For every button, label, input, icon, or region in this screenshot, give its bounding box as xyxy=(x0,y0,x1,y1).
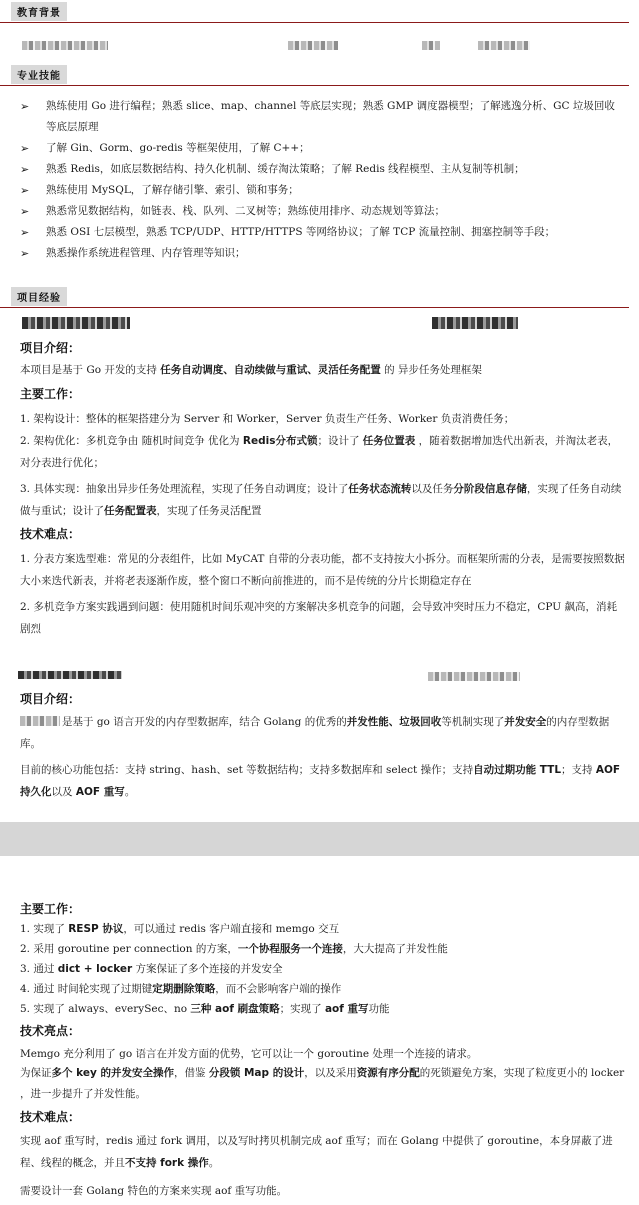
projects-header xyxy=(0,285,629,308)
project2-work-1: 1. 实现了 RESP 协议，可以通过 redis 客户端直接和 memgo 交互 xyxy=(20,923,340,935)
project2-intro: 是基于 go 语言开发的内存型数据库，结合 Golang 的优秀的并发性能、垃圾回收等机制实现了并发安全的内存型数据库。 xyxy=(20,716,610,750)
project2-work-heading: 主要工作： xyxy=(20,902,81,916)
arrow-bullet-icon: ➢ xyxy=(20,163,30,176)
project2-work-4: 4. 通过 时间轮实现了过期键定期删除策略，而不会影响客户端的操作 xyxy=(20,983,342,995)
project1-intro-heading: 项目介绍： xyxy=(20,341,81,355)
project2-highlight-2: 为保证多个 key 的并发安全操作，借鉴 分段锁 Map 的设计，以及采用资源有序分配的死锁避免方案，实现了粒度更小的 locker ，进一步提升了并发性能。 xyxy=(20,1067,625,1100)
skill-item: ➢ 熟悉常见数据结构，如链表、栈、队列、二叉树等；熟练使用排序、动态规划等算法； xyxy=(20,201,625,222)
arrow-bullet-icon: ➢ xyxy=(20,184,30,197)
skill-item: ➢ 熟练使用 MySQL，了解存储引擎、索引、锁和事务； xyxy=(20,180,625,201)
arrow-bullet-icon: ➢ xyxy=(20,142,30,155)
project2-work-5: 5. 实现了 always、everySec、no 三种 aof 刷盘策略；实现了 aof 重写功能 xyxy=(20,1003,390,1015)
arrow-bullet-icon: ➢ xyxy=(20,226,30,239)
skill-item: ➢ 了解 Gin、Gorm、go-redis 等框架使用，了解 C++； xyxy=(20,138,625,159)
project2-highlights-heading: 技术亮点： xyxy=(20,1024,81,1038)
education-header xyxy=(0,0,629,23)
project2-work-2: 2. 采用 goroutine per connection 的方案，一个协程服务一个连接，大大提高了并发性能 xyxy=(20,943,448,955)
education-title: 教育背景 xyxy=(11,2,67,21)
project1-difficulty-1: 1. 分表方案选型难：常见的分表组件，比如 MyCAT 自带的分表功能，都不支持按大小拆分。而框架所需的分表，是需要按照数据大小来迭代新表，并将老表逐渐作废，整个窗口不断向前推进的，而不是传统的分片长期稳定存在 xyxy=(20,553,625,587)
project1-work-1: 1. 架构设计：整体的框架搭建分为 Server 和 Worker，Server 负责生产任务、Worker 负责消费任务； xyxy=(20,413,515,425)
skill-item: ➢ 熟练使用 Go 进行编程；熟悉 slice、map、channel 等底层实现；熟悉 GMP 调度器模型；了解逃逸分析、GC 垃圾回收等底层原理 xyxy=(20,96,625,138)
project1-difficulty-2: 2. 多机竞争方案实践遇到问题：使用随机时间乐观冲突的方案解决多机竞争的问题，会导致冲突时压力不稳定，CPU 飙高，消耗剧烈 xyxy=(20,601,617,635)
skill-item: ➢ 熟悉 OSI 七层模型，熟悉 TCP/UDP、HTTP/HTTPS 等网络协议；了解 TCP 流量控制、拥塞控制等手段； xyxy=(20,222,625,243)
project2-difficulty-2: 需要设计一套 Golang 特色的方案来实现 aof 重写功能。 xyxy=(20,1185,288,1197)
project2-difficulty-1: 实现 aof 重写时，redis 通过 fork 调用，以及写时拷贝机制完成 aof 重写；而在 Golang 中提供了 goroutine，本身屏蔽了进程、线程的概念，并且不支持 fork 操作。 xyxy=(20,1135,613,1169)
projects-title: 项目经验 xyxy=(11,287,67,306)
skill-item: ➢ 熟悉操作系统进程管理、内存管理等知识； xyxy=(20,243,625,264)
project1-work-heading: 主要工作： xyxy=(20,387,81,401)
project2-intro-heading: 项目介绍： xyxy=(20,692,81,706)
skills-header xyxy=(0,63,629,86)
project1-difficulty-heading: 技术难点： xyxy=(20,527,81,541)
skill-item: ➢ 熟悉 Redis，如底层数据结构、持久化机制、缓存淘汰策略；了解 Redis 线程模型、主从复制等机制； xyxy=(20,159,625,180)
project2-work-3: 3. 通过 dict + locker 方案保证了多个连接的并发安全 xyxy=(20,963,283,975)
project1-intro: 本项目是基于 Go 开发的支持 任务自动调度、自动续做与重试、灵活任务配置 的 异步任务处理框架 xyxy=(20,364,482,376)
arrow-bullet-icon: ➢ xyxy=(20,247,30,260)
arrow-bullet-icon: ➢ xyxy=(20,100,30,113)
skills-list xyxy=(20,96,625,264)
project1-work-3: 3. 具体实现：抽象出异步任务处理流程，实现了任务自动调度；设计了任务状态流转以及任务分阶段信息存储，实现了任务自动续做与重试；设计了任务配置表，实现了任务灵活配置 xyxy=(20,483,622,517)
project2-difficulty-heading: 技术难点： xyxy=(20,1110,81,1124)
project2-core-features: 目前的核心功能包括：支持 string、hash、set 等数据结构；支持多数据库和 select 操作；支持自动过期功能 TTL；支持 AOF 持久化以及 AOF 重写。 xyxy=(20,764,621,798)
project2-highlight-1: Memgo 充分利用了 go 语言在并发方面的优势，它可以让一个 goroutine 处理一个连接的请求。 xyxy=(20,1048,478,1060)
skills-title: 专业技能 xyxy=(11,65,67,84)
resume-page-2 xyxy=(0,856,639,1205)
page-break xyxy=(0,822,639,856)
arrow-bullet-icon: ➢ xyxy=(20,205,30,218)
project1-work-2: 2. 架构优化：多机竞争由 随机时间竞争 优化为 Redis分布式锁；设计了 任务位置表 ，随着数据增加迭代出新表，并淘汰老表，对分表进行优化； xyxy=(20,435,619,469)
